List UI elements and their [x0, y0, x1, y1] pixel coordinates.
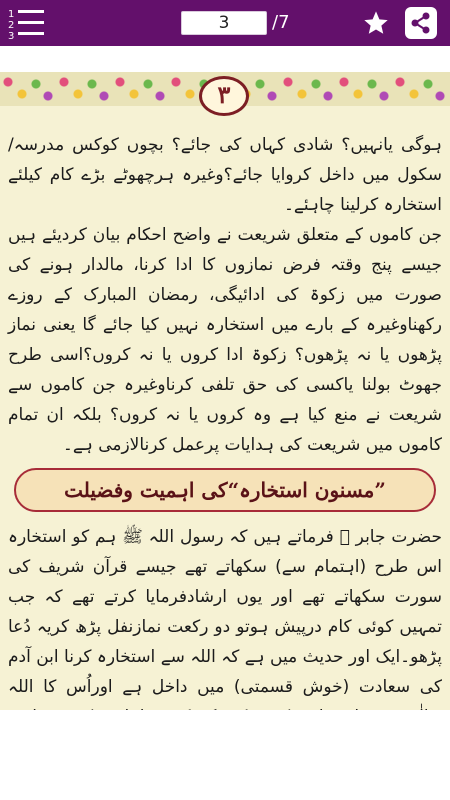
svg-text:1: 1	[8, 9, 15, 20]
total-pages-label: /7	[272, 12, 290, 33]
svg-text:2: 2	[8, 20, 15, 31]
section-heading-banner	[14, 468, 436, 512]
book-page	[0, 46, 450, 710]
page-bottom-area	[0, 710, 450, 800]
svg-text:3: 3	[8, 31, 15, 40]
star-icon[interactable]	[362, 9, 390, 37]
paragraph: ہوگی یانہیں؟ شادی کہاں کی جائے؟ بچوں کوکس مدرسہ/سکول میں داخل کروایا جائے؟وغیرہ ہرچھوٹے بڑے کام کیلئے استخارہ کرلینا چاہئے۔	[8, 135, 442, 215]
top-toolbar	[0, 0, 450, 46]
page-number-input[interactable]: 3	[181, 11, 267, 35]
paragraph: جن کاموں کے متعلق شریعت نے واضح احکام بیان کردیئے ہیں جیسے پنج وقتہ فرض نمازوں کا ادا کرنا، مالدار ہونے کی صورت میں زکوۃ کی ادائیگی، رمضان المبارک کے روزے رکھناوغیرہ کے بارے میں استخارہ نہیں کیا جائے گا یعنی نماز پڑھوں یا نہ پڑھوں؟ زکوۃ ادا کروں یا نہ کروں؟اسی طرح جھوٹ بولنا یاکسی کی حق تلفی کرناوغیرہ جن کاموں سے شریعت نے منع کیا ہے وہ کروں یا نہ کروں؟ بلکہ ان تمام کاموں میں شریعت کی ہدایات پرعمل کرنالازمی ہے۔	[8, 225, 442, 455]
section-heading: ”مسنون استخارہ“کی اہمیت وفضیلت	[64, 478, 386, 502]
paragraph: حضرت جابر ﷛ فرماتے ہیں کہ رسول اللہ ﷺ ہم کو استخارہ اس طرح (اہتمام سے) سکھاتے تھے جیسے قرآن شریف کی سورت سکھاتے تھے اور یوں ارشادفرمایا کرتے تھے کہ جب تمہیں کوئی کام درپیش ہوتو دو رکعت نمازنفل پڑھ کریہ دُعا پڑھو۔ایک اور حدیث میں ہے کہ اللہ سے استخارہ کرنا ابن آدم کی سعادت (خوش قسمتی) میں داخل ہے اوراُس کا اللہ	[8, 527, 442, 697]
numbered-list-icon[interactable]	[6, 6, 46, 40]
chapter-number-badge: ۳	[199, 76, 249, 116]
page-top-margin	[0, 46, 450, 72]
share-icon[interactable]	[405, 7, 437, 39]
body-text-top	[8, 130, 442, 460]
